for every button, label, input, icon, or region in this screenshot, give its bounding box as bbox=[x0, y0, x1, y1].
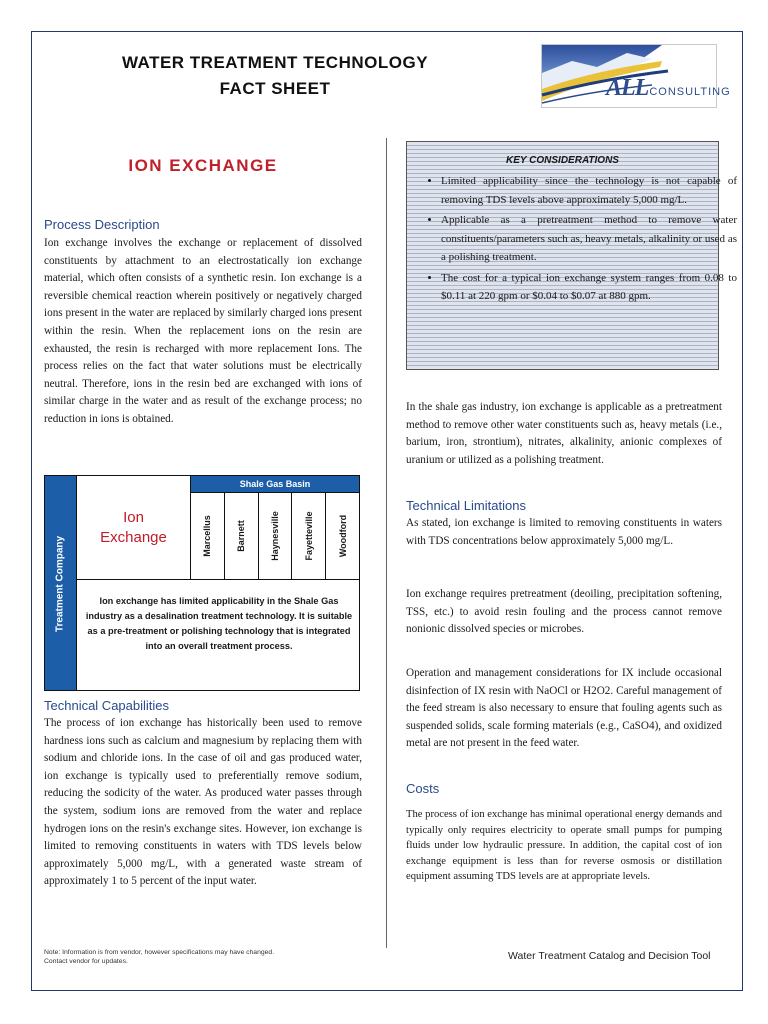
matrix-summary: Ion exchange has limited applicability in the Shale Gas industry as a desalination treatment technology. It is suitable as a pre-treatment or polishing technology that is integrated into an overall treatment process. bbox=[85, 596, 353, 651]
treatment-company-bar bbox=[45, 476, 77, 690]
basin-column bbox=[259, 493, 293, 579]
key-considerations-list bbox=[415, 172, 737, 308]
vendor-note: Note: Information is from vendor, however specifications may have changed. Contact vendor for updates. bbox=[44, 949, 275, 965]
treatment-company-label: Treatment Company bbox=[54, 535, 66, 633]
basin-column bbox=[225, 493, 259, 579]
technical-limitations-text-3: Operation and management considerations for IX include occasional disinfection of IX resin with NaOCl or H2O2. Careful management of the feed stream is also necessary to ensure that fouling agents such as suspended solids, scale forming materials (e.g., CaSO4), and oxidized metal are not present in the feed water. bbox=[406, 667, 722, 750]
basin-label: Haynesville bbox=[269, 511, 280, 561]
basin-label: Fayetteville bbox=[303, 511, 314, 561]
process-description-text: Ion exchange involves the exchange or replacement of dissolved constituents by attachment to an electrostatically ion exchange material, which often consists of a synthetic resin. Ion exchange is a reversible chemical reaction wherein positively or negatively charged ions present in the water are replaced by similarly charged ions present within the resin. When the replacement ions on the resin are exhausted, the resin is recharged with more replacement Ions. The process relies on the fact that water solutions must be electrically neutral. Therefore, ions in the resin bed are exchanged with ions of similar charge in the water and as result of the exchange process; no reduction in ions is obtained. bbox=[44, 237, 362, 425]
technical-capabilities-text: The process of ion exchange has historically been used to remove hardness ions such as calcium and magnesium by replacing them with sodium and chloride ions. In the case of oil and gas produced water, ion exchange is typically used to preferentially remove sodium, reducing the sodicity of the water. As produced water passes through the system, sodium ions are removed from the water and replace hydrogen ions on the resin's exchange sites. However, ion exchange is limited to removing constituents in waters with TDS levels below approximately 5,000 mg/L, with a generated waste stream of approximately 1 to 5 percent of the input water. bbox=[44, 717, 362, 888]
title-line-1: WATER TREATMENT TECHNOLOGY bbox=[121, 53, 429, 72]
technology-name-line-2: Exchange bbox=[100, 528, 167, 546]
matrix-divider bbox=[77, 579, 359, 580]
basin-label: Marcellus bbox=[202, 515, 213, 557]
list-item: • The cost for a typical ion exchange system ranges from 0.08 to $0.11 at 220 gpm or $0.04 to $0.07 at 880 gpm. bbox=[441, 269, 737, 306]
technical-limitations-text-2: Ion exchange requires pretreatment (deoiling, precipitation softening, TSS, etc.) to avoid resin fouling and the process cannot remove nonionic dissolved species or microbes. bbox=[406, 588, 722, 636]
section-title: ION EXCHANGE bbox=[128, 156, 278, 175]
list-item: • Limited applicability since the technology is not capable of removing TDS levels above approximately 5,000 mg/L. bbox=[441, 172, 737, 209]
title-line-2: FACT SHEET bbox=[219, 79, 331, 98]
basin-column bbox=[326, 493, 359, 579]
footer-tool-name: Water Treatment Catalog and Decision Tool bbox=[508, 950, 711, 962]
list-item: • Applicable as a pretreatment method to remove water constituents/parameters such as, heavy metals, alkalinity or used as a polishing treatment. bbox=[441, 211, 737, 267]
logo-wordmark: ALLCONSULTING bbox=[606, 75, 731, 101]
costs-text: The process of ion exchange has minimal operational energy demands and typically only requires electricity to operate small pumps for pumping fluids under low hydraulic pressure. In addition, the capital cost of ion exchange equipment is less than for reverse osmosis or distillation equipment assuming TDS levels are at appropriate levels. bbox=[406, 809, 722, 883]
all-consulting-logo bbox=[541, 44, 731, 108]
document-title bbox=[60, 50, 490, 102]
technology-name-cell bbox=[77, 476, 191, 579]
basin-column bbox=[292, 493, 326, 579]
basin-columns bbox=[191, 493, 359, 579]
technical-limitations-heading: Technical Limitations bbox=[406, 498, 526, 513]
shale-basin-matrix bbox=[44, 475, 360, 691]
technical-limitations-text-1: As stated, ion exchange is limited to removing constituents in waters with TDS concentrations below approximately 5,000 mg/L. bbox=[406, 517, 722, 547]
key-considerations-title: KEY CONSIDERATIONS bbox=[506, 155, 619, 166]
shale-gas-basin-header: Shale Gas Basin bbox=[191, 476, 359, 493]
basin-label: Woodford bbox=[337, 514, 348, 558]
process-description-heading: Process Description bbox=[44, 217, 160, 232]
basin-column bbox=[191, 493, 225, 579]
basin-label: Barnett bbox=[236, 520, 247, 552]
column-divider bbox=[386, 138, 387, 948]
technology-name-line-1: Ion bbox=[123, 508, 144, 526]
shale-gas-application-text: In the shale gas industry, ion exchange is applicable as a pretreatment method to remove other water constituents such as, heavy metals (i.e., barium, iron, strontium), nitrates, alkalinity, anionic complexes of uranium or utilized as a polishing treatment. bbox=[406, 401, 722, 466]
costs-heading: Costs bbox=[406, 781, 440, 796]
key-considerations-box bbox=[406, 141, 737, 370]
technical-capabilities-heading: Technical Capabilities bbox=[44, 698, 170, 713]
